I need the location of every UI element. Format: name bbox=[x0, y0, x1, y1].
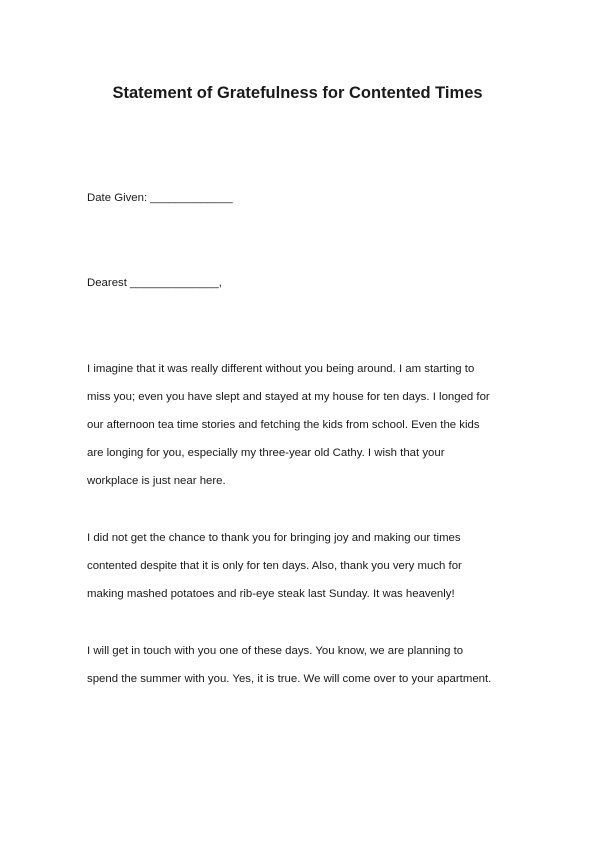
salutation: Dearest ______________, bbox=[87, 277, 222, 289]
date-line: Date Given: _____________ bbox=[87, 192, 233, 204]
document-title: Statement of Gratefulness for Contented Times bbox=[112, 84, 483, 102]
paragraph-1-line-3: our afternoon tea time stories and fetching the kids from school. Even the kids bbox=[87, 419, 480, 431]
paragraph-3-line-2: spend the summer with you. Yes, it is true. We will come over to your apartment. bbox=[87, 673, 492, 685]
paragraph-2-line-3: making mashed potatoes and rib-eye steak last Sunday. It was heavenly! bbox=[87, 588, 455, 600]
paragraph-1-line-4: are longing for you, especially my three-year old Cathy. I wish that your bbox=[87, 447, 445, 459]
paragraph-3-line-1: I will get in touch with you one of these days. You know, we are planning to bbox=[87, 645, 464, 657]
paragraph-1-line-1: I imagine that it was really different without you being around. I am starting to bbox=[87, 363, 475, 375]
paragraph-1-line-5: workplace is just near here. bbox=[87, 475, 226, 487]
paragraph-1-line-2: miss you; even you have slept and stayed at my house for ten days. I longed for bbox=[87, 391, 490, 403]
paragraph-2-line-2: contented despite that it is only for ten days. Also, thank you very much for bbox=[87, 560, 462, 572]
paragraph-2-line-1: I did not get the chance to thank you for bringing joy and making our times bbox=[87, 532, 461, 544]
